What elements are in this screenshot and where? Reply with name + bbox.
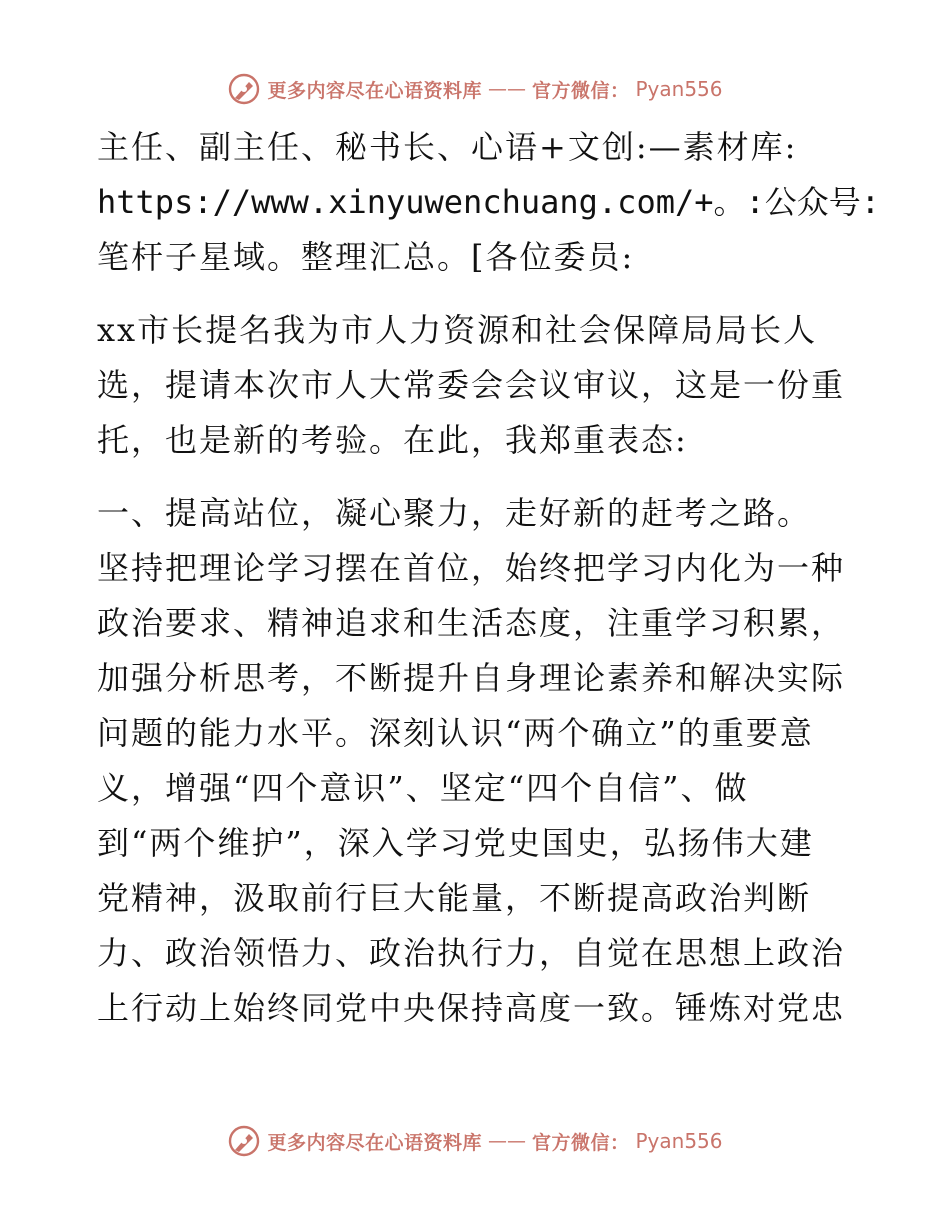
text-line: xx市长提名我为市人力资源和社会保障局局长人 [97, 311, 818, 349]
banner-separator: —— [487, 1130, 526, 1152]
text-line: 问题的能力水平。深刻认识“两个确立”的重要意 [97, 714, 814, 752]
banner-wechat-handle: Pyan556 [635, 1129, 723, 1153]
footer-watermark-banner [0, 1124, 950, 1158]
document-body [97, 120, 881, 1054]
text-line: 加强分析思考，不断提升自身理论素养和解决实际 [97, 659, 846, 697]
text-line: 上行动上始终同党中央保持高度一致。锤炼对党忠 [97, 989, 846, 1027]
header-watermark-banner [0, 72, 950, 106]
banner-separator: —— [487, 78, 526, 100]
text-line: 力、政治领悟力、政治执行力，自觉在思想上政治 [97, 934, 846, 972]
text-line: 到“两个维护”，深入学习党史国史，弘扬伟大建 [97, 824, 814, 862]
banner-wechat-handle: Pyan556 [635, 77, 723, 101]
paragraph-section-one [97, 486, 857, 1036]
banner-main-text: 更多内容尽在心语资料库 [267, 79, 482, 102]
url-line: https://www.xinyuwenchuang.com/+。:公众号: [97, 183, 881, 221]
text-line: 笔杆子星域。整理汇总。[各位委员: [97, 238, 635, 276]
text-line: 党精神，汲取前行巨大能量，不断提高政治判断 [97, 879, 812, 917]
section-heading-line: 一、提高站位，凝心聚力，走好新的赶考之路。 [97, 494, 812, 532]
text-line: 政治要求、精神追求和生活态度，注重学习积累， [97, 604, 846, 642]
pen-logo-icon [227, 1124, 261, 1158]
text-line: 选，提请本次市人大常委会会议审议，这是一份重 [97, 366, 846, 404]
banner-wechat-label: 官方微信： [531, 79, 630, 102]
text-line: 坚持把理论学习摆在首位，始终把学习内化为一种 [97, 549, 846, 587]
banner-main-text: 更多内容尽在心语资料库 [267, 1131, 482, 1154]
paragraph-nomination [97, 303, 857, 468]
text-line: 托，也是新的考验。在此，我郑重表态: [97, 421, 688, 459]
banner-wechat-label: 官方微信： [531, 1131, 630, 1154]
pen-logo-icon [227, 72, 261, 106]
text-line: 主任、副主任、秘书长、心语+文创:—素材库: [97, 128, 798, 166]
text-line: 义，增强“四个意识”、坚定“四个自信”、做 [97, 769, 749, 807]
paragraph-intro [97, 120, 881, 285]
